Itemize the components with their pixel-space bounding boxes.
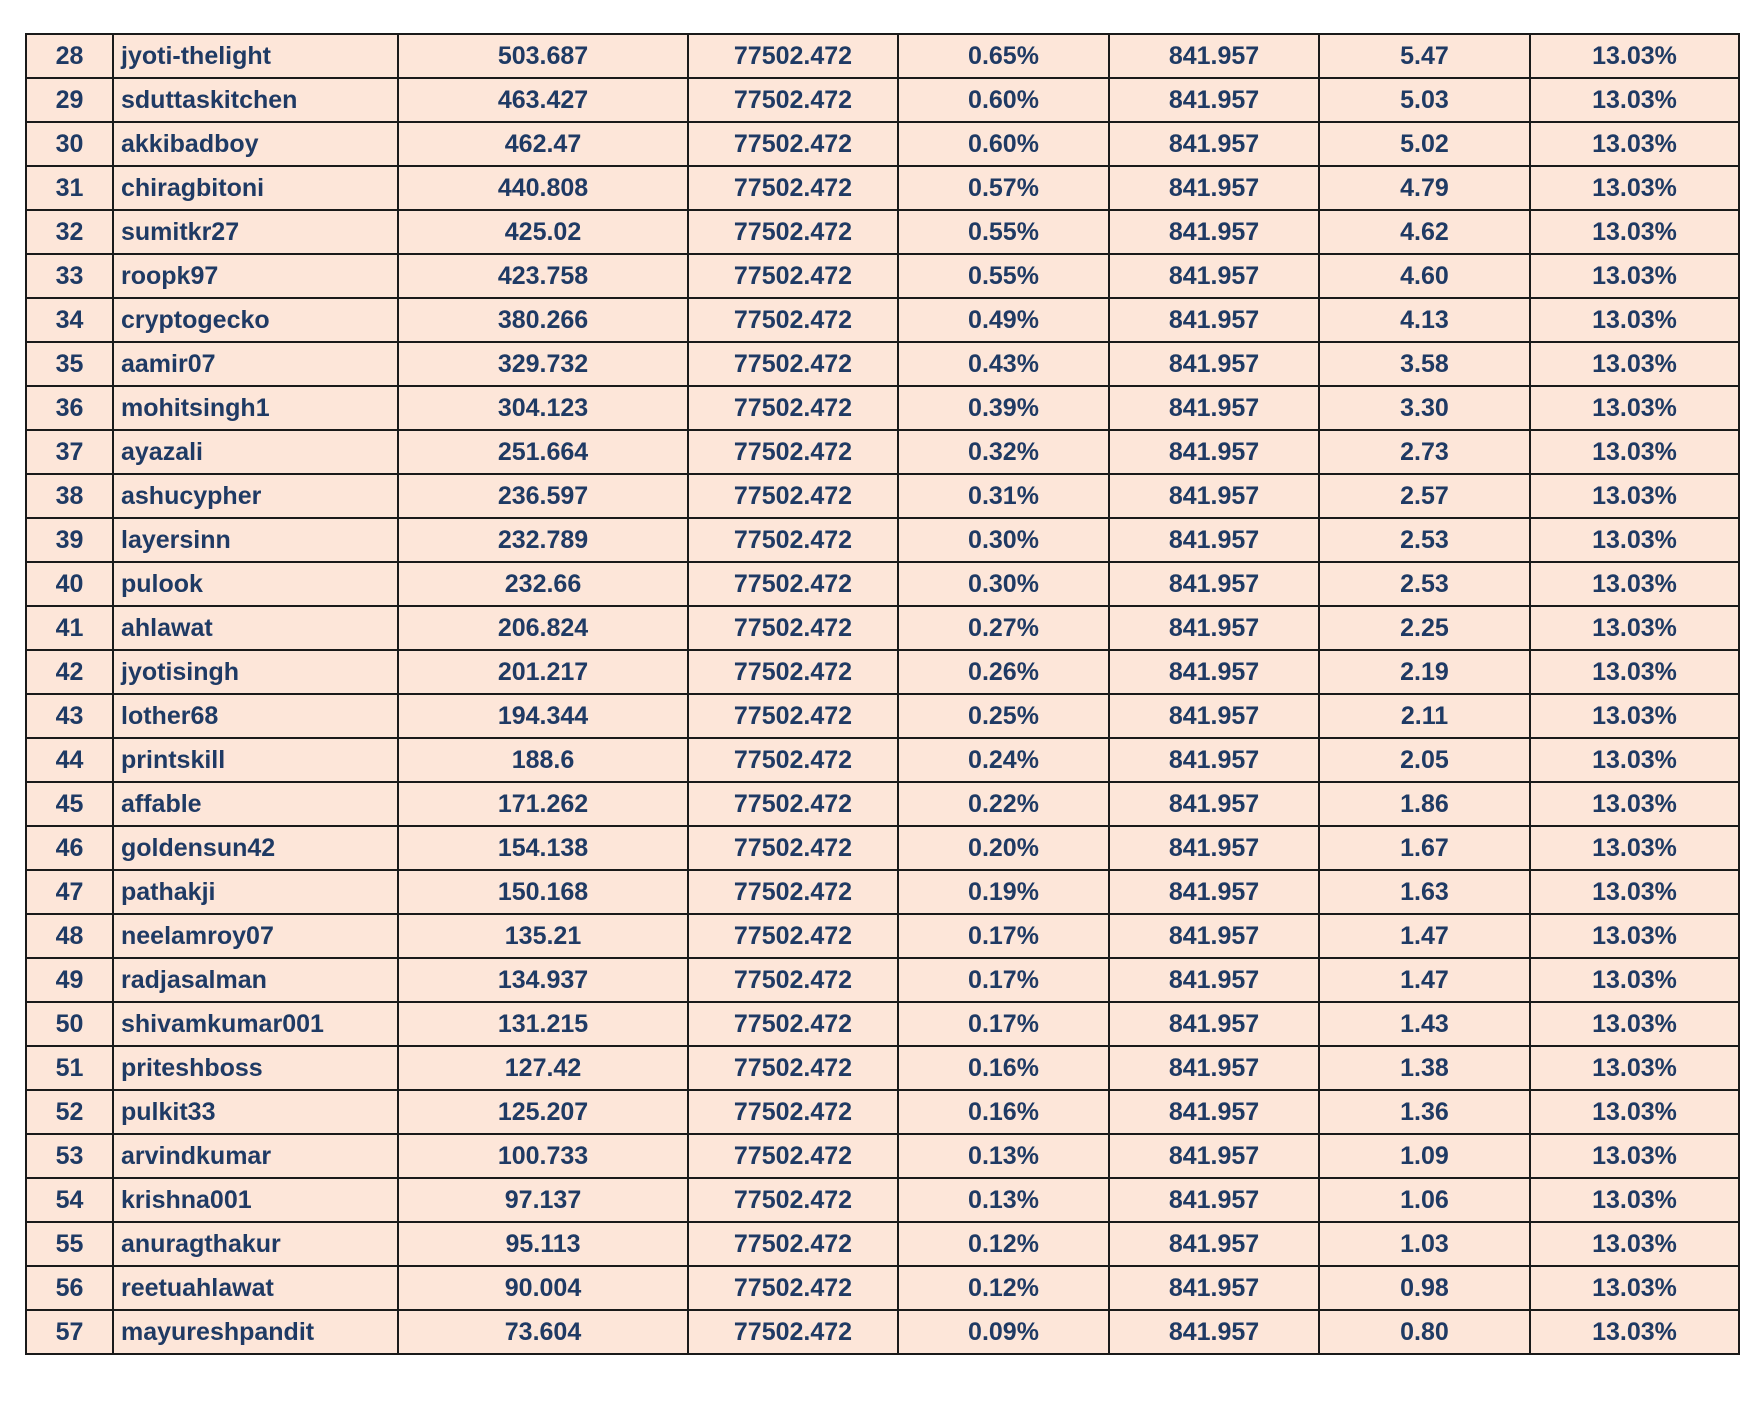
table-cell-rate: 13.03% xyxy=(1530,298,1739,342)
table-cell-share: 0.30% xyxy=(898,518,1109,562)
table-cell-reward: 1.47 xyxy=(1319,914,1530,958)
table-cell-rate: 13.03% xyxy=(1530,78,1739,122)
table-cell-share: 0.17% xyxy=(898,1002,1109,1046)
table-cell-total: 77502.472 xyxy=(688,1134,898,1178)
table-cell-rate: 13.03% xyxy=(1530,1222,1739,1266)
table-cell-reward: 3.58 xyxy=(1319,342,1530,386)
table-cell-total: 77502.472 xyxy=(688,1046,898,1090)
table-cell-reward: 1.36 xyxy=(1319,1090,1530,1134)
table-cell-share: 0.57% xyxy=(898,166,1109,210)
table-cell-share: 0.17% xyxy=(898,914,1109,958)
table-cell-pool: 841.957 xyxy=(1109,298,1319,342)
table-cell-reward: 1.63 xyxy=(1319,870,1530,914)
table-cell-name: mohitsingh1 xyxy=(113,386,398,430)
table-cell-amount: 251.664 xyxy=(398,430,688,474)
table-cell-reward: 4.79 xyxy=(1319,166,1530,210)
table-cell-pool: 841.957 xyxy=(1109,1134,1319,1178)
table-cell-name: sduttaskitchen xyxy=(113,78,398,122)
table-cell-share: 0.60% xyxy=(898,122,1109,166)
table-cell-name: goldensun42 xyxy=(113,826,398,870)
table-cell-pool: 841.957 xyxy=(1109,1178,1319,1222)
table-cell-rate: 13.03% xyxy=(1530,870,1739,914)
table-cell-total: 77502.472 xyxy=(688,298,898,342)
table-cell-share: 0.32% xyxy=(898,430,1109,474)
table-cell-reward: 3.30 xyxy=(1319,386,1530,430)
table-cell-rank: 33 xyxy=(26,254,113,298)
table-cell-share: 0.19% xyxy=(898,870,1109,914)
table-cell-rate: 13.03% xyxy=(1530,1310,1739,1354)
table-cell-rank: 31 xyxy=(26,166,113,210)
table-row xyxy=(26,342,1739,386)
table-cell-rank: 47 xyxy=(26,870,113,914)
table-cell-name: ashucypher xyxy=(113,474,398,518)
table-cell-reward: 4.13 xyxy=(1319,298,1530,342)
table-cell-name: neelamroy07 xyxy=(113,914,398,958)
table-cell-name: lother68 xyxy=(113,694,398,738)
table-cell-reward: 2.53 xyxy=(1319,518,1530,562)
table-cell-rate: 13.03% xyxy=(1530,782,1739,826)
table-cell-reward: 4.62 xyxy=(1319,210,1530,254)
table-cell-amount: 232.66 xyxy=(398,562,688,606)
table-cell-name: arvindkumar xyxy=(113,1134,398,1178)
table-cell-rate: 13.03% xyxy=(1530,166,1739,210)
table-cell-rate: 13.03% xyxy=(1530,210,1739,254)
table-cell-total: 77502.472 xyxy=(688,914,898,958)
table-cell-rate: 13.03% xyxy=(1530,430,1739,474)
table-cell-rate: 13.03% xyxy=(1530,1266,1739,1310)
table-cell-amount: 150.168 xyxy=(398,870,688,914)
table-cell-name: mayureshpandit xyxy=(113,1310,398,1354)
table-cell-rate: 13.03% xyxy=(1530,518,1739,562)
table-cell-rank: 41 xyxy=(26,606,113,650)
table-cell-rank: 42 xyxy=(26,650,113,694)
table-cell-total: 77502.472 xyxy=(688,1310,898,1354)
table-cell-rank: 57 xyxy=(26,1310,113,1354)
table-cell-amount: 127.42 xyxy=(398,1046,688,1090)
table-cell-amount: 201.217 xyxy=(398,650,688,694)
table-cell-rate: 13.03% xyxy=(1530,914,1739,958)
table-cell-total: 77502.472 xyxy=(688,1002,898,1046)
table-row xyxy=(26,1090,1739,1134)
table-cell-rank: 39 xyxy=(26,518,113,562)
table-cell-share: 0.27% xyxy=(898,606,1109,650)
table-cell-total: 77502.472 xyxy=(688,474,898,518)
table-cell-amount: 232.789 xyxy=(398,518,688,562)
table-cell-reward: 2.25 xyxy=(1319,606,1530,650)
table-cell-name: akkibadboy xyxy=(113,122,398,166)
table-cell-share: 0.25% xyxy=(898,694,1109,738)
table-cell-reward: 2.19 xyxy=(1319,650,1530,694)
table-cell-share: 0.13% xyxy=(898,1134,1109,1178)
table-cell-rate: 13.03% xyxy=(1530,826,1739,870)
table-cell-reward: 2.11 xyxy=(1319,694,1530,738)
table-cell-name: chiragbitoni xyxy=(113,166,398,210)
table-cell-amount: 194.344 xyxy=(398,694,688,738)
table-cell-reward: 2.05 xyxy=(1319,738,1530,782)
table-cell-name: aamir07 xyxy=(113,342,398,386)
table-row xyxy=(26,650,1739,694)
table-cell-rank: 56 xyxy=(26,1266,113,1310)
table-cell-rate: 13.03% xyxy=(1530,386,1739,430)
table-cell-amount: 125.207 xyxy=(398,1090,688,1134)
table-cell-rate: 13.03% xyxy=(1530,958,1739,1002)
table-cell-share: 0.16% xyxy=(898,1090,1109,1134)
table-cell-name: radjasalman xyxy=(113,958,398,1002)
table-cell-share: 0.12% xyxy=(898,1222,1109,1266)
table-cell-rate: 13.03% xyxy=(1530,738,1739,782)
table-cell-share: 0.13% xyxy=(898,1178,1109,1222)
table-cell-total: 77502.472 xyxy=(688,958,898,1002)
table-cell-name: layersinn xyxy=(113,518,398,562)
table-cell-pool: 841.957 xyxy=(1109,606,1319,650)
table-cell-rank: 29 xyxy=(26,78,113,122)
table-cell-rate: 13.03% xyxy=(1530,474,1739,518)
table-row xyxy=(26,78,1739,122)
table-cell-rank: 45 xyxy=(26,782,113,826)
table-cell-share: 0.30% xyxy=(898,562,1109,606)
table-cell-share: 0.26% xyxy=(898,650,1109,694)
table-cell-amount: 134.937 xyxy=(398,958,688,1002)
table-row xyxy=(26,254,1739,298)
table-cell-rate: 13.03% xyxy=(1530,1002,1739,1046)
table-cell-total: 77502.472 xyxy=(688,1178,898,1222)
table-cell-rank: 40 xyxy=(26,562,113,606)
table-cell-pool: 841.957 xyxy=(1109,474,1319,518)
table-cell-total: 77502.472 xyxy=(688,650,898,694)
table-cell-amount: 463.427 xyxy=(398,78,688,122)
table-cell-total: 77502.472 xyxy=(688,738,898,782)
table-cell-total: 77502.472 xyxy=(688,782,898,826)
table-cell-amount: 304.123 xyxy=(398,386,688,430)
table-cell-rank: 53 xyxy=(26,1134,113,1178)
table-cell-share: 0.55% xyxy=(898,254,1109,298)
table-cell-name: jyoti-thelight xyxy=(113,34,398,78)
table-row xyxy=(26,870,1739,914)
table-cell-pool: 841.957 xyxy=(1109,1310,1319,1354)
table-cell-pool: 841.957 xyxy=(1109,694,1319,738)
table-cell-pool: 841.957 xyxy=(1109,1266,1319,1310)
table-cell-reward: 1.03 xyxy=(1319,1222,1530,1266)
table-cell-rate: 13.03% xyxy=(1530,1090,1739,1134)
table-cell-amount: 462.47 xyxy=(398,122,688,166)
table-row xyxy=(26,694,1739,738)
table-cell-pool: 841.957 xyxy=(1109,430,1319,474)
table-cell-rate: 13.03% xyxy=(1530,1046,1739,1090)
table-cell-pool: 841.957 xyxy=(1109,650,1319,694)
table-row xyxy=(26,606,1739,650)
table-cell-pool: 841.957 xyxy=(1109,1046,1319,1090)
table-cell-share: 0.39% xyxy=(898,386,1109,430)
table-cell-reward: 2.57 xyxy=(1319,474,1530,518)
table-row xyxy=(26,1134,1739,1178)
table-cell-rate: 13.03% xyxy=(1530,1178,1739,1222)
table-cell-total: 77502.472 xyxy=(688,386,898,430)
table-cell-share: 0.09% xyxy=(898,1310,1109,1354)
table-cell-name: printskill xyxy=(113,738,398,782)
table-cell-total: 77502.472 xyxy=(688,122,898,166)
table-cell-rank: 48 xyxy=(26,914,113,958)
table-cell-rank: 55 xyxy=(26,1222,113,1266)
table-cell-reward: 1.86 xyxy=(1319,782,1530,826)
table-cell-share: 0.12% xyxy=(898,1266,1109,1310)
table-cell-amount: 329.732 xyxy=(398,342,688,386)
table-cell-rank: 38 xyxy=(26,474,113,518)
table-cell-rank: 46 xyxy=(26,826,113,870)
table-cell-pool: 841.957 xyxy=(1109,518,1319,562)
table-cell-amount: 503.687 xyxy=(398,34,688,78)
table-cell-share: 0.24% xyxy=(898,738,1109,782)
table-cell-pool: 841.957 xyxy=(1109,34,1319,78)
table-cell-total: 77502.472 xyxy=(688,254,898,298)
table-cell-share: 0.16% xyxy=(898,1046,1109,1090)
table-cell-name: pathakji xyxy=(113,870,398,914)
table-cell-amount: 440.808 xyxy=(398,166,688,210)
table-cell-name: shivamkumar001 xyxy=(113,1002,398,1046)
table-cell-amount: 73.604 xyxy=(398,1310,688,1354)
table-cell-share: 0.55% xyxy=(898,210,1109,254)
table-row xyxy=(26,166,1739,210)
table-row xyxy=(26,474,1739,518)
table-cell-share: 0.65% xyxy=(898,34,1109,78)
table-cell-rate: 13.03% xyxy=(1530,342,1739,386)
table-cell-name: ahlawat xyxy=(113,606,398,650)
table-cell-amount: 154.138 xyxy=(398,826,688,870)
table-cell-total: 77502.472 xyxy=(688,166,898,210)
table-cell-name: cryptogecko xyxy=(113,298,398,342)
table-cell-amount: 423.758 xyxy=(398,254,688,298)
table-cell-rank: 28 xyxy=(26,34,113,78)
table-row xyxy=(26,34,1739,78)
table-cell-name: pulook xyxy=(113,562,398,606)
table-cell-pool: 841.957 xyxy=(1109,1090,1319,1134)
table-cell-share: 0.17% xyxy=(898,958,1109,1002)
table-cell-name: jyotisingh xyxy=(113,650,398,694)
table-cell-rate: 13.03% xyxy=(1530,606,1739,650)
table-row xyxy=(26,562,1739,606)
table-cell-rate: 13.03% xyxy=(1530,562,1739,606)
table-cell-rank: 37 xyxy=(26,430,113,474)
table-row xyxy=(26,298,1739,342)
table-row xyxy=(26,518,1739,562)
table-cell-pool: 841.957 xyxy=(1109,78,1319,122)
table-cell-total: 77502.472 xyxy=(688,518,898,562)
table-row xyxy=(26,210,1739,254)
table-cell-share: 0.49% xyxy=(898,298,1109,342)
table-cell-amount: 425.02 xyxy=(398,210,688,254)
table-cell-pool: 841.957 xyxy=(1109,738,1319,782)
table-cell-reward: 4.60 xyxy=(1319,254,1530,298)
table-cell-pool: 841.957 xyxy=(1109,122,1319,166)
table-cell-reward: 1.47 xyxy=(1319,958,1530,1002)
table-cell-pool: 841.957 xyxy=(1109,870,1319,914)
table-cell-rank: 43 xyxy=(26,694,113,738)
table-cell-pool: 841.957 xyxy=(1109,166,1319,210)
table-body xyxy=(26,34,1739,1354)
table-cell-reward: 2.73 xyxy=(1319,430,1530,474)
table-cell-total: 77502.472 xyxy=(688,870,898,914)
table-cell-reward: 5.03 xyxy=(1319,78,1530,122)
table-cell-name: roopk97 xyxy=(113,254,398,298)
table-cell-total: 77502.472 xyxy=(688,34,898,78)
table-cell-amount: 131.215 xyxy=(398,1002,688,1046)
table-cell-pool: 841.957 xyxy=(1109,826,1319,870)
table-cell-pool: 841.957 xyxy=(1109,1002,1319,1046)
table-cell-name: pulkit33 xyxy=(113,1090,398,1134)
table-row xyxy=(26,738,1739,782)
table-cell-name: priteshboss xyxy=(113,1046,398,1090)
table-row xyxy=(26,386,1739,430)
table-cell-name: krishna001 xyxy=(113,1178,398,1222)
table-row xyxy=(26,826,1739,870)
table-cell-total: 77502.472 xyxy=(688,694,898,738)
table-row xyxy=(26,1222,1739,1266)
table-row xyxy=(26,1002,1739,1046)
table-cell-name: reetuahlawat xyxy=(113,1266,398,1310)
table-row xyxy=(26,958,1739,1002)
table-cell-amount: 97.137 xyxy=(398,1178,688,1222)
table-cell-share: 0.31% xyxy=(898,474,1109,518)
table-cell-rate: 13.03% xyxy=(1530,34,1739,78)
table-cell-rank: 32 xyxy=(26,210,113,254)
table-cell-total: 77502.472 xyxy=(688,78,898,122)
table-cell-total: 77502.472 xyxy=(688,430,898,474)
table-row xyxy=(26,1310,1739,1354)
table-cell-total: 77502.472 xyxy=(688,1222,898,1266)
table-cell-pool: 841.957 xyxy=(1109,386,1319,430)
table-row xyxy=(26,782,1739,826)
table-row xyxy=(26,1046,1739,1090)
table-cell-pool: 841.957 xyxy=(1109,958,1319,1002)
table-cell-rate: 13.03% xyxy=(1530,122,1739,166)
table-cell-amount: 236.597 xyxy=(398,474,688,518)
table-cell-amount: 90.004 xyxy=(398,1266,688,1310)
table-cell-rank: 34 xyxy=(26,298,113,342)
table-cell-reward: 1.09 xyxy=(1319,1134,1530,1178)
table-cell-reward: 1.67 xyxy=(1319,826,1530,870)
table-cell-name: affable xyxy=(113,782,398,826)
table-cell-pool: 841.957 xyxy=(1109,254,1319,298)
table-cell-pool: 841.957 xyxy=(1109,1222,1319,1266)
table-cell-share: 0.20% xyxy=(898,826,1109,870)
table-cell-rate: 13.03% xyxy=(1530,650,1739,694)
table-cell-rank: 30 xyxy=(26,122,113,166)
table-cell-total: 77502.472 xyxy=(688,562,898,606)
table-cell-reward: 5.47 xyxy=(1319,34,1530,78)
table-cell-name: sumitkr27 xyxy=(113,210,398,254)
table-row xyxy=(26,122,1739,166)
table-cell-rank: 44 xyxy=(26,738,113,782)
table-cell-total: 77502.472 xyxy=(688,606,898,650)
table-cell-reward: 0.98 xyxy=(1319,1266,1530,1310)
table-cell-share: 0.60% xyxy=(898,78,1109,122)
table-cell-total: 77502.472 xyxy=(688,1266,898,1310)
table-cell-pool: 841.957 xyxy=(1109,342,1319,386)
table-cell-rate: 13.03% xyxy=(1530,1134,1739,1178)
table-cell-reward: 2.53 xyxy=(1319,562,1530,606)
table-cell-rank: 51 xyxy=(26,1046,113,1090)
table-cell-reward: 0.80 xyxy=(1319,1310,1530,1354)
table-cell-name: ayazali xyxy=(113,430,398,474)
table-row xyxy=(26,1178,1739,1222)
table-cell-rate: 13.03% xyxy=(1530,694,1739,738)
table-cell-reward: 1.06 xyxy=(1319,1178,1530,1222)
data-table xyxy=(25,33,1740,1355)
table-cell-amount: 95.113 xyxy=(398,1222,688,1266)
table-cell-pool: 841.957 xyxy=(1109,562,1319,606)
table-cell-pool: 841.957 xyxy=(1109,782,1319,826)
table-cell-reward: 1.38 xyxy=(1319,1046,1530,1090)
table-cell-rank: 54 xyxy=(26,1178,113,1222)
table-cell-rank: 35 xyxy=(26,342,113,386)
table-row xyxy=(26,914,1739,958)
table-cell-reward: 1.43 xyxy=(1319,1002,1530,1046)
table-cell-total: 77502.472 xyxy=(688,342,898,386)
table-row xyxy=(26,1266,1739,1310)
table-row xyxy=(26,430,1739,474)
table-cell-pool: 841.957 xyxy=(1109,914,1319,958)
table-cell-amount: 171.262 xyxy=(398,782,688,826)
table-cell-amount: 380.266 xyxy=(398,298,688,342)
table-cell-amount: 135.21 xyxy=(398,914,688,958)
table-cell-rank: 49 xyxy=(26,958,113,1002)
table-cell-name: anuragthakur xyxy=(113,1222,398,1266)
table-cell-amount: 188.6 xyxy=(398,738,688,782)
table-cell-rank: 52 xyxy=(26,1090,113,1134)
table-cell-pool: 841.957 xyxy=(1109,210,1319,254)
table-cell-amount: 100.733 xyxy=(398,1134,688,1178)
table-cell-total: 77502.472 xyxy=(688,826,898,870)
table-cell-amount: 206.824 xyxy=(398,606,688,650)
table-cell-rank: 50 xyxy=(26,1002,113,1046)
table-cell-total: 77502.472 xyxy=(688,1090,898,1134)
table-cell-rate: 13.03% xyxy=(1530,254,1739,298)
table-cell-total: 77502.472 xyxy=(688,210,898,254)
table-cell-rank: 36 xyxy=(26,386,113,430)
table-cell-share: 0.22% xyxy=(898,782,1109,826)
table-cell-reward: 5.02 xyxy=(1319,122,1530,166)
table-cell-share: 0.43% xyxy=(898,342,1109,386)
